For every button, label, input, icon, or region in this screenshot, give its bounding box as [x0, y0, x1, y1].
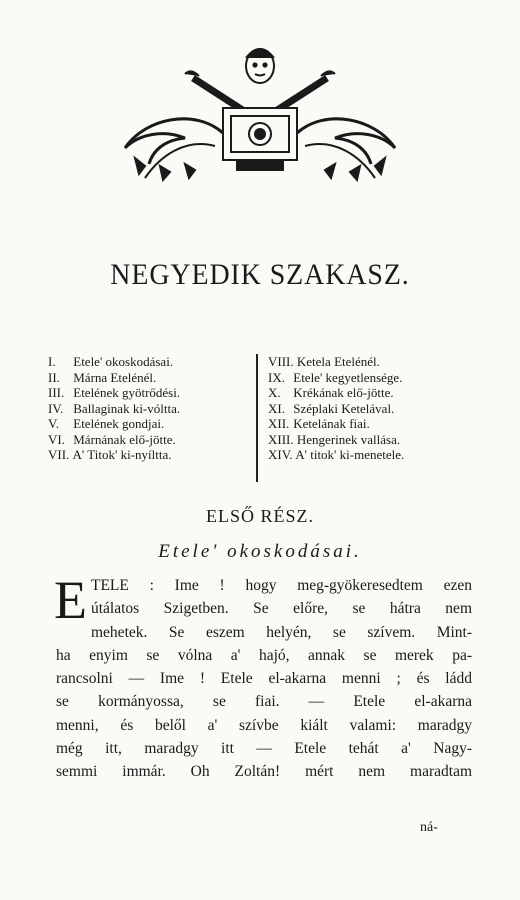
part-title: ELSŐ RÉSZ. [205, 506, 314, 526]
section-title: NEGYEDIK SZAKASZ. [110, 258, 410, 291]
toc-item: VII. A' Titok' ki-nyíltta. [48, 447, 172, 462]
toc-item: VIII. Ketela Etelénél. [268, 354, 380, 369]
toc-item: III. Etelének gyötrődési. [48, 385, 181, 400]
text-line: se kormányossa, se fiai. — Etele el-akarna [56, 693, 472, 711]
toc-item: I. Etele' okoskodásai. [48, 354, 174, 369]
toc-left-column [48, 354, 248, 463]
toc-item: XI. Széplaki Ketelával. [268, 400, 395, 416]
text-line: ha enyim se vólna a' hajó, annak se merek pa- [56, 646, 472, 664]
toc-item: X. Krékának elő-jötte. [268, 385, 394, 400]
toc-item: IV. Ballaginak ki-vóltta. [48, 400, 181, 416]
toc-item: XIV. A' titok' ki-menetele. [268, 447, 405, 462]
toc-item: V. Etelének gondjai. [48, 416, 165, 431]
toc-item: II. Márna Etelénél. [48, 369, 157, 385]
text-line: TELE : Ime ! hogy meg-gyökeresedtem ezen [91, 577, 472, 594]
table-of-contents [48, 354, 488, 484]
toc-item: VI. Márnának elő-jötte. [48, 431, 176, 447]
toc-item: IX. Etele' kegyetlensége. [268, 369, 403, 385]
catchword: ná- [420, 820, 438, 835]
chapter-title: Etele' okoskodásai. [158, 541, 362, 562]
text-line: semmi immár. Oh Zoltán! mért nem maradtam [56, 763, 472, 781]
text-line: menni, és belől a' szívbe kiált valami: maradgy [56, 716, 472, 734]
text-line: még itt, maradgy itt — Etele tehát a' Nagy- [56, 740, 472, 758]
drop-cap: E [54, 570, 87, 630]
toc-item: XIII. Hengerinek vallása. [268, 431, 401, 447]
text-line: mehetek. Se eszem helyén, se szívem. Mint- [91, 623, 472, 641]
body-text [54, 570, 472, 784]
headpiece-ornament [105, 38, 415, 188]
toc-item: XII. Ketelának fiai. [268, 416, 370, 431]
text-line: rancsolni — Ime ! Etele el-akarna menni ; és ládd [56, 670, 472, 688]
text-line: útálatos Szigetben. Se előre, se hátra nem [91, 600, 472, 618]
toc-right-column [256, 354, 498, 482]
